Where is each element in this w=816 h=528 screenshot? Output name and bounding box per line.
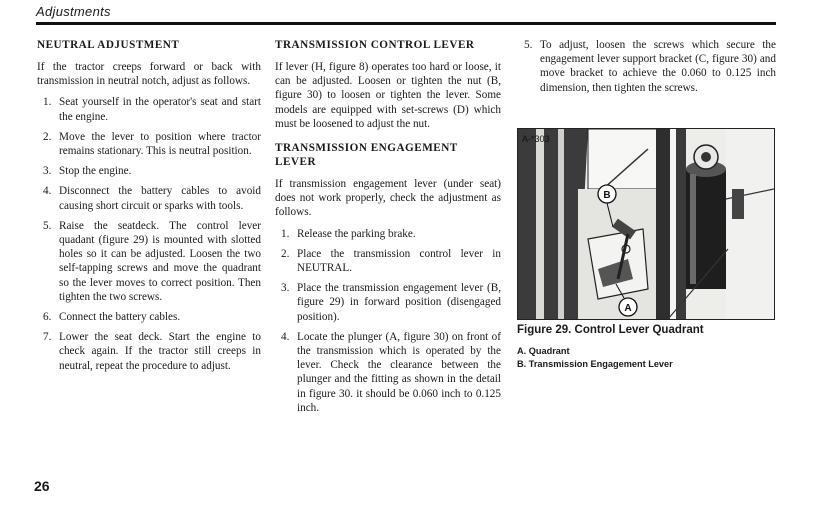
list-item: 4. Locate the plunger (A, figure 30) on front of the transmission which is operated by the lever. Check the clearance between the plunger and the fitting as shown in the detail in figure 30. it should be 0.060 inch to 0.125 inch. — [281, 330, 501, 414]
figure-caption: Figure 29. Control Lever Quadrant — [517, 324, 704, 336]
column-neutral-adjustment — [37, 38, 261, 379]
section-heading-transmission-control-lever: TRANSMISSION CONTROL LEVER — [275, 39, 475, 51]
paragraph-control-lever: If lever (H, figure 8) operates too hard or loose, it can be adjusted. Loosen or tighten the nut (B, figure 30) to loosen or tighten the lever. Some models are equipped with set-screws (D) which must be loosened to adjust the nut. — [275, 61, 501, 130]
figure-29-photo — [517, 128, 775, 320]
neutral-steps-list — [37, 95, 261, 372]
intro-paragraph: If the tractor creeps forward or back with transmission in neutral notch, adjust as follows. — [37, 61, 261, 88]
section-heading-transmission-engagement-lever: TRANSMISSION ENGAGEMENT LEVER — [275, 142, 458, 169]
callout-a: A — [624, 303, 632, 314]
page-number: 26 — [34, 478, 50, 494]
header-rule — [36, 22, 776, 25]
list-item: 5. To adjust, loosen the screws which secure the engagement lever support bracket (C, figure 30) and move bracket to achieve the 0.060 to 0.125 inch dimension, then tighten the screws. — [524, 39, 776, 94]
section-heading-neutral-adjustment: NEUTRAL ADJUSTMENT — [37, 39, 180, 51]
column-adjust-continued — [518, 38, 776, 101]
list-item: 3. Stop the engine. — [43, 165, 132, 178]
list-item: 6. Connect the battery cables. — [43, 311, 181, 324]
running-header: Adjustments — [36, 4, 111, 19]
list-item: 5. Raise the seatdeck. The control lever quadant (figure 29) is mounted with slotted holes so it can be adjusted. Loosen the two self-tapping screws and move the quadrant so the lever moves to correct position. Then tighten the two screws. — [43, 219, 261, 303]
adjust-steps-list — [518, 38, 776, 95]
list-item: 1. Seat yourself in the operator's seat and start the engine. — [43, 96, 261, 123]
figure-legend — [517, 345, 673, 370]
list-item: 2. Move the lever to position where tractor remains stationary. This is neutral position. — [43, 130, 261, 158]
engagement-steps-list — [275, 227, 501, 415]
column-transmission — [275, 38, 501, 421]
list-item: 7. Lower the seat deck. Start the engine to check again. If the tractor still creeps in neutral, repeat the procedure to adjust. — [43, 331, 261, 372]
figure-code: A-*303 — [522, 134, 550, 144]
list-item: 3. Place the transmission engagement lever (B, figure 29) in forward position (disengaged position). — [281, 282, 501, 323]
legend-item-engagement-lever: B. Transmission Engagement Lever — [517, 358, 673, 369]
paragraph-engagement-lever: If transmission engagement lever (under seat) does not work properly, check the adjustment as follows. — [275, 178, 501, 219]
callout-b: B — [603, 190, 611, 201]
control-lever-quadrant-illustration — [518, 129, 774, 319]
list-item: 4. Disconnect the battery cables to avoid causing short circuit or sparks with tools. — [43, 185, 261, 212]
list-item: 2. Place the transmission control lever in NEUTRAL. — [281, 247, 501, 275]
legend-item-quadrant: A. Quadrant — [517, 346, 570, 356]
list-item: 1. Release the parking brake. — [281, 227, 416, 240]
